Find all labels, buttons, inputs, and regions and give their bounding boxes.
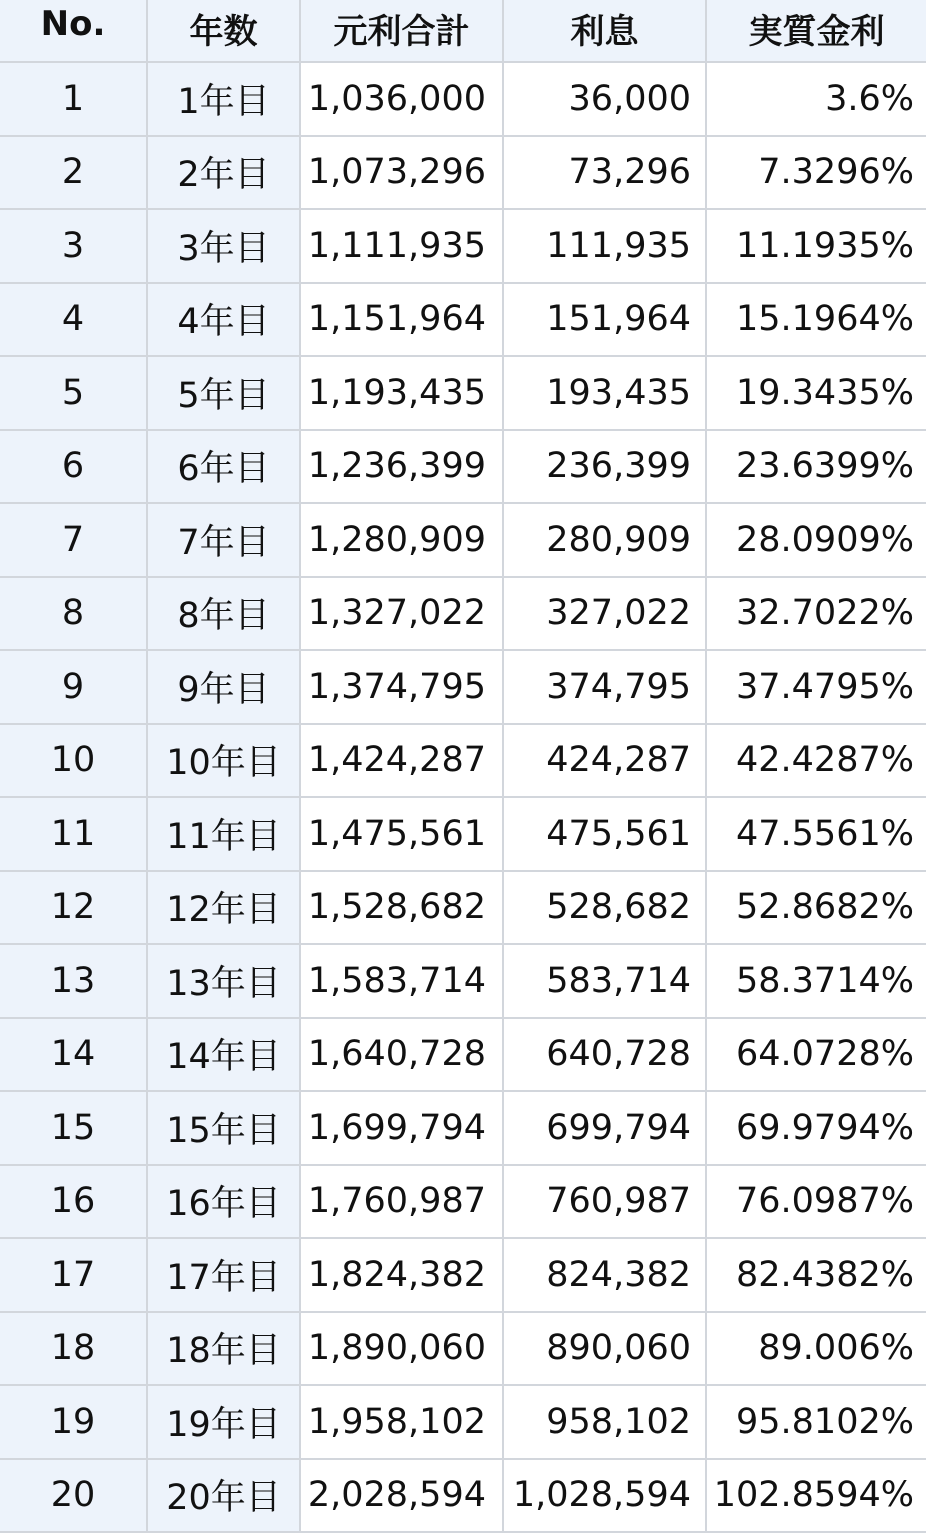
cell-year: 9年目 — [147, 650, 300, 724]
cell-interest: 583,714 — [503, 944, 706, 1018]
cell-year: 2年目 — [147, 136, 300, 210]
cell-rate: 82.4382% — [706, 1238, 926, 1312]
cell-year: 8年目 — [147, 577, 300, 651]
cell-year: 14年目 — [147, 1018, 300, 1092]
cell-total: 1,699,794 — [300, 1091, 503, 1165]
cell-interest: 73,296 — [503, 136, 706, 210]
cell-rate: 37.4795% — [706, 650, 926, 724]
cell-interest: 890,060 — [503, 1312, 706, 1386]
cell-interest: 1,028,594 — [503, 1459, 706, 1533]
cell-total: 1,824,382 — [300, 1238, 503, 1312]
table-row — [0, 1165, 926, 1239]
cell-interest: 958,102 — [503, 1385, 706, 1459]
cell-year: 12年目 — [147, 871, 300, 945]
table-row — [0, 871, 926, 945]
cell-interest: 824,382 — [503, 1238, 706, 1312]
cell-no: 9 — [0, 650, 147, 724]
table-row — [0, 356, 926, 430]
cell-total: 1,111,935 — [300, 209, 503, 283]
cell-no: 12 — [0, 871, 147, 945]
cell-rate: 32.7022% — [706, 577, 926, 651]
cell-rate: 69.9794% — [706, 1091, 926, 1165]
cell-year: 5年目 — [147, 356, 300, 430]
cell-no: 11 — [0, 797, 147, 871]
table-row — [0, 209, 926, 283]
cell-rate: 47.5561% — [706, 797, 926, 871]
table-body — [0, 62, 926, 1532]
cell-year: 11年目 — [147, 797, 300, 871]
cell-interest: 528,682 — [503, 871, 706, 945]
header-years: 年数 — [147, 0, 300, 62]
cell-total: 1,640,728 — [300, 1018, 503, 1092]
cell-year: 10年目 — [147, 724, 300, 798]
table-row — [0, 797, 926, 871]
cell-no: 15 — [0, 1091, 147, 1165]
cell-year: 1年目 — [147, 62, 300, 136]
table-row — [0, 1091, 926, 1165]
table-row — [0, 62, 926, 136]
table-row — [0, 1238, 926, 1312]
cell-rate: 19.3435% — [706, 356, 926, 430]
cell-rate: 76.0987% — [706, 1165, 926, 1239]
cell-no: 4 — [0, 283, 147, 357]
table-row — [0, 283, 926, 357]
table-row — [0, 1312, 926, 1386]
cell-no: 19 — [0, 1385, 147, 1459]
cell-rate: 95.8102% — [706, 1385, 926, 1459]
table-row — [0, 1459, 926, 1533]
cell-rate: 7.3296% — [706, 136, 926, 210]
header-row — [0, 0, 926, 62]
cell-interest: 760,987 — [503, 1165, 706, 1239]
cell-no: 6 — [0, 430, 147, 504]
cell-interest: 424,287 — [503, 724, 706, 798]
cell-total: 1,424,287 — [300, 724, 503, 798]
cell-rate: 52.8682% — [706, 871, 926, 945]
cell-total: 1,528,682 — [300, 871, 503, 945]
cell-year: 3年目 — [147, 209, 300, 283]
cell-interest: 236,399 — [503, 430, 706, 504]
cell-interest: 280,909 — [503, 503, 706, 577]
cell-no: 3 — [0, 209, 147, 283]
cell-no: 17 — [0, 1238, 147, 1312]
cell-no: 1 — [0, 62, 147, 136]
cell-total: 1,958,102 — [300, 1385, 503, 1459]
cell-total: 1,374,795 — [300, 650, 503, 724]
cell-no: 5 — [0, 356, 147, 430]
cell-no: 20 — [0, 1459, 147, 1533]
cell-rate: 64.0728% — [706, 1018, 926, 1092]
cell-total: 1,475,561 — [300, 797, 503, 871]
cell-no: 7 — [0, 503, 147, 577]
cell-interest: 640,728 — [503, 1018, 706, 1092]
cell-year: 17年目 — [147, 1238, 300, 1312]
cell-total: 1,280,909 — [300, 503, 503, 577]
table-row — [0, 503, 926, 577]
cell-year: 20年目 — [147, 1459, 300, 1533]
cell-total: 1,193,435 — [300, 356, 503, 430]
cell-no: 2 — [0, 136, 147, 210]
cell-rate: 3.6% — [706, 62, 926, 136]
cell-year: 16年目 — [147, 1165, 300, 1239]
cell-year: 4年目 — [147, 283, 300, 357]
table-row — [0, 136, 926, 210]
header-interest: 利息 — [503, 0, 706, 62]
table-row — [0, 1018, 926, 1092]
table-row — [0, 577, 926, 651]
cell-total: 1,151,964 — [300, 283, 503, 357]
cell-total: 1,760,987 — [300, 1165, 503, 1239]
cell-interest: 36,000 — [503, 62, 706, 136]
cell-total: 1,236,399 — [300, 430, 503, 504]
cell-year: 7年目 — [147, 503, 300, 577]
cell-rate: 89.006% — [706, 1312, 926, 1386]
table-row — [0, 430, 926, 504]
cell-interest: 151,964 — [503, 283, 706, 357]
cell-year: 15年目 — [147, 1091, 300, 1165]
cell-total: 1,036,000 — [300, 62, 503, 136]
cell-interest: 374,795 — [503, 650, 706, 724]
cell-no: 8 — [0, 577, 147, 651]
cell-total: 1,583,714 — [300, 944, 503, 1018]
cell-interest: 699,794 — [503, 1091, 706, 1165]
cell-no: 13 — [0, 944, 147, 1018]
cell-no: 14 — [0, 1018, 147, 1092]
cell-total: 2,028,594 — [300, 1459, 503, 1533]
cell-rate: 23.6399% — [706, 430, 926, 504]
cell-rate: 58.3714% — [706, 944, 926, 1018]
cell-no: 18 — [0, 1312, 147, 1386]
cell-year: 18年目 — [147, 1312, 300, 1386]
cell-interest: 193,435 — [503, 356, 706, 430]
cell-rate: 11.1935% — [706, 209, 926, 283]
table-row — [0, 1385, 926, 1459]
cell-interest: 327,022 — [503, 577, 706, 651]
cell-interest: 111,935 — [503, 209, 706, 283]
table-row — [0, 944, 926, 1018]
cell-no: 10 — [0, 724, 147, 798]
cell-rate: 102.8594% — [706, 1459, 926, 1533]
header-rate: 実質金利 — [706, 0, 926, 62]
cell-year: 13年目 — [147, 944, 300, 1018]
cell-year: 6年目 — [147, 430, 300, 504]
cell-year: 19年目 — [147, 1385, 300, 1459]
table-row — [0, 650, 926, 724]
cell-interest: 475,561 — [503, 797, 706, 871]
cell-rate: 28.0909% — [706, 503, 926, 577]
header-total: 元利合計 — [300, 0, 503, 62]
header-no: No. — [0, 0, 147, 62]
cell-rate: 42.4287% — [706, 724, 926, 798]
cell-total: 1,073,296 — [300, 136, 503, 210]
table-row — [0, 724, 926, 798]
cell-total: 1,327,022 — [300, 577, 503, 651]
cell-rate: 15.1964% — [706, 283, 926, 357]
cell-no: 16 — [0, 1165, 147, 1239]
cell-total: 1,890,060 — [300, 1312, 503, 1386]
